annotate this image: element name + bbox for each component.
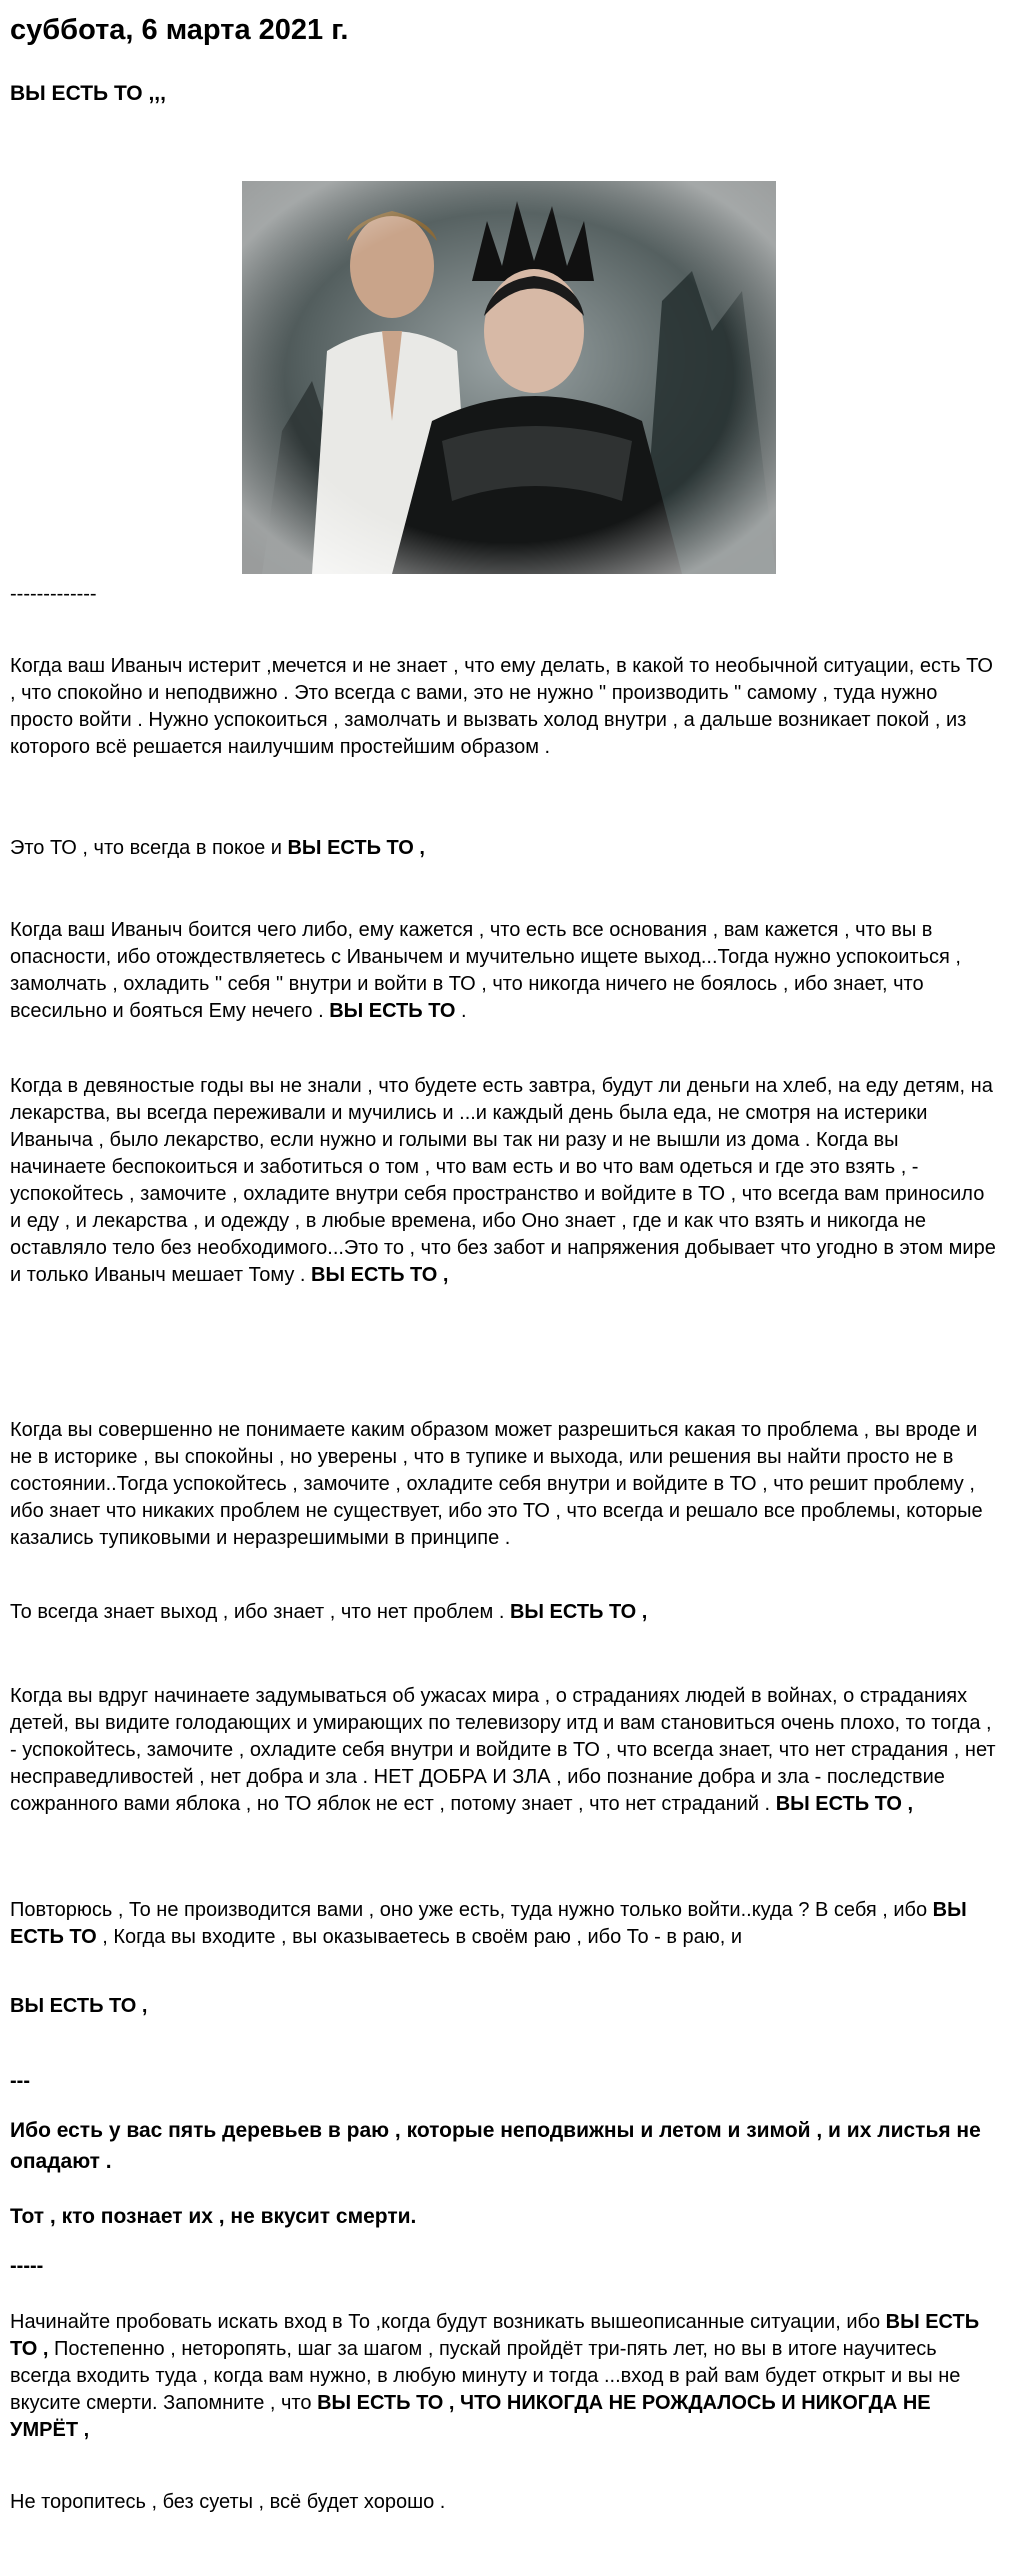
paragraph-1: Когда ваш Иваныч истерит ,мечется и не знает , что ему делать, в какой то необычной ситуации, есть ТО , что спокойно и неподвижно . Это всегда с вами, это не нужно " производить " самому , туда нужно просто войти . Нужно успокоиться , замолчать и вызвать холод внутри , а дальше возникает покой , из которого всё решается наилучшим простейшим образом . — [10, 655, 993, 758]
paragraph-9: ВЫ ЕСТЬ ТО , — [10, 1995, 148, 2017]
paragraph-text: Это ТО , что всегда в покое и — [10, 837, 288, 859]
separator: ------------- — [10, 583, 97, 605]
paragraph-6 — [10, 1599, 1000, 1626]
paragraph-13: Не торопитесь , без суеты , всё будет хорошо . — [10, 2491, 446, 2513]
post-image-artwork — [242, 181, 776, 574]
paragraph-4 — [10, 1073, 1000, 1289]
paragraph-10: Ибо есть у вас пять деревьев в раю , которые неподвижны и летом и зимой , и их листья не опадают . — [10, 2119, 981, 2173]
paragraph-8 — [10, 1897, 1000, 1951]
post-image[interactable] — [242, 181, 776, 574]
emphasis: ВЫ ЕСТЬ ТО , — [509, 1601, 648, 1623]
separator: ----- — [10, 2255, 44, 2277]
paragraph-3 — [10, 917, 1000, 1025]
paragraph-text: Когда в девяностые годы вы не знали , что будете есть завтра, будут ли деньги на хлеб, на еду детям, на лекарства, вы всегда переживали и мучились и ...и каждый день была еда, не смотря на истерики Иваныча , было лекарство, если нужно и голыми вы так ни разу и не вышли из дома . Когда вы начинаете беспокоиться и заботиться о том , что вам есть и во что вам одеться и где это взять , - успокойтесь , замочите , охладите внутри себя пространство и войдите в ТО , что всегда вам приносило и еду , и лекарства , и одежду , в любые времена, ибо Оно знает , где и как что взять и никогда не оставляло тело без необходимого...Это то , что без забот и напряжения добывает что угодно в этом мире и только Иваныч мешает Тому . — [10, 1075, 996, 1286]
paragraph-text: Когда вы вдруг начинаете задумываться об ужасах мира , о страданиях людей в войнах, о страданиях детей, вы видите голодающих и умирающих по телевизору итд и вам становиться очень плохо, то тогда , - успокойтесь, замочите , охладите себя внутри и войдите в ТО , что всегда знает, что нет страдания , нет несправедливостей , нет добра и зла . НЕТ ДОБРА И ЗЛА , ибо познание добра и зла - последствие сожранного вами яблока , но ТО яблок не ест , потому знает , что нет страданий . — [10, 1685, 996, 1815]
paragraph-text: , Когда вы входите , вы оказываетесь в своём раю , ибо То - в раю, и — [96, 1926, 743, 1948]
emphasis: ВЫ ЕСТЬ ТО , — [10, 2311, 980, 2360]
emphasis: ВЫ ЕСТЬ ТО — [10, 1899, 967, 1948]
post-title: ВЫ ЕСТЬ ТО ,,, — [10, 82, 166, 105]
paragraph-12 — [10, 2309, 1000, 2444]
paragraph-11: Тот , кто познает их , не вкусит смерти. — [10, 2205, 417, 2228]
emphasis: ВЫ ЕСТЬ ТО — [329, 1000, 456, 1022]
paragraph-text: Постепенно , неторопять, шаг за шагом , пускай пройдёт три-пять лет, но вы в итоге научитесь всегда входить туда , когда вам нужно, в любую минуту и тогда ...вход в рай вам будет открыт и вы не вкусите смерти. Запомните , что — [10, 2338, 961, 2414]
paragraph-5: Когда вы совершенно не понимаете каким образом может разрешиться какая то проблема , вы вроде и не в историке , вы спокойны , но уверены , что в тупике и выхода, или решения вы найти просто не в состоянии..Тогда успокойтесь , замочите , охладите себя внутри и войдите в ТО , что решит проблему , ибо знает что никаких проблем не существует, ибо это ТО , что всегда и решало все проблемы, которые казались тупиковыми и неразрешимыми в принципе . — [10, 1419, 983, 1549]
emphasis: ВЫ ЕСТЬ ТО , — [287, 837, 425, 859]
paragraph-text: Повторюсь , То не производится вами , оно уже есть, туда нужно только войти..куда ? В себя , ибо — [10, 1899, 933, 1921]
paragraph-text: Начинайте пробовать искать вход в То ,когда будут возникать вышеописанные ситуации, ибо — [10, 2311, 886, 2333]
emphasis: ВЫ ЕСТЬ ТО , ЧТО НИКОГДА НЕ РОЖДАЛОСЬ И НИКОГДА НЕ УМРЁТ , — [10, 2392, 931, 2441]
emphasis: ВЫ ЕСТЬ ТО , — [775, 1793, 914, 1815]
emphasis: ВЫ ЕСТЬ ТО , — [311, 1264, 449, 1286]
paragraph-text: То всегда знает выход , ибо знает , что нет проблем . — [10, 1601, 510, 1623]
separator: --- — [10, 2070, 30, 2092]
paragraph-text: . — [455, 1000, 467, 1022]
post-date: суббота, 6 марта 2021 г. — [10, 14, 349, 46]
paragraph-text: Когда ваш Иваныч боится чего либо, ему кажется , что есть все основания , вам кажется , что вы в опасности, ибо отождествляетесь с Иванычем и мучительно ищете выход...Тогда нужно успокоиться , замолчать , охладить " себя " внутри и войти в ТО , что никогда ничего не боялось , ибо знает, что всесильно и бояться Ему нечего . — [10, 919, 961, 1022]
paragraph-2 — [10, 835, 1000, 862]
paragraph-7 — [10, 1683, 1000, 1818]
